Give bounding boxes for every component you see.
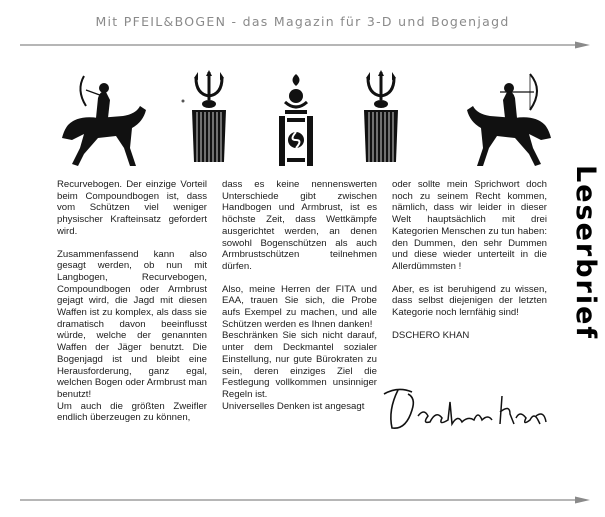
soyombo-emblem-icon — [275, 70, 317, 170]
author-name: DSCHERO KHAN — [392, 329, 470, 341]
article-column-2 — [222, 179, 377, 423]
trident-banner-icon — [188, 70, 230, 170]
paragraph: Universelles Denken ist angesagt — [222, 400, 365, 412]
paragraph: Beschränken Sie sich nicht darauf, unter dem Deckmantel sozialer Einstellung, nur gute Bürokraten zu sein, deren einziges Ziel die Festlegung vollkommen unsinniger Regeln ist. — [222, 330, 377, 400]
article-column-3 — [392, 179, 547, 352]
horse-archer-left-icon — [58, 70, 153, 170]
paragraph: dass es keine nennenswerten Unterschiede gibt zwischen Handbogen und Armbrust, ist es höchste Zeit, dass Wettkämpfe ausgerichtet werden, an denen sowohl Bogenschützen als auch Armbrustschützen teilnehmen dürfen. — [222, 179, 377, 272]
horse-archer-right-icon — [460, 70, 555, 170]
page-header: Mit PFEIL&BOGEN - das Magazin für 3-D und Bogenjagd — [95, 14, 510, 29]
paragraph: Zusammenfassend kann also gesagt werden, ob nun mit Langbogen, Recurvebogen, Compoundbogen oder Armbrust gejagt wird, die Jagd mit diesen Waffen ist zu komplex, als dass sie dramatisch davon beeinflusst würde, welche der genannten Waffen der Jäger benutzt. Die Bogenjagd ist und bleibt eine Herausforderung, ganz egal, welchen Bogen oder Armbrust man benutzt! — [57, 248, 207, 400]
paragraph: Also, meine Herren der FITA und EAA, trauen Sie sich, die Probe aufs Exempel zu machen, und alle Schützen werden es Ihnen danken! — [222, 283, 377, 330]
section-label: Leserbrief — [570, 165, 601, 341]
author-signature — [378, 380, 558, 445]
top-arrow-rule — [0, 40, 605, 50]
ink-speck — [180, 91, 186, 97]
paragraph: oder sollte mein Sprichwort doch noch zu seinem Recht kommen, nämlich, dass wir leider in dieser Welt hauptsächlich mit drei Kategorien Menschen zu tun haben: den Dummen, den sehr Dummen und diese wieder unterteilt in die Allerdümmsten ! — [392, 179, 547, 272]
paragraph: Aber, es ist beruhigend zu wissen, dass selbst diejenigen der letzten Kategorie noch lernfähig sind! — [392, 283, 547, 319]
article-column-1 — [57, 179, 207, 435]
paragraph: Recurvebogen. Der einzige Vorteil beim Compoundbogen ist, dass vom Schützen viel weniger physischer Krafteinsatz gefordert wird. — [57, 179, 207, 237]
paragraph: Um auch die größten Zweifler endlich überzeugen zu können, — [57, 400, 207, 424]
trident-banner-icon — [360, 70, 402, 170]
bottom-arrow-rule — [0, 495, 605, 505]
